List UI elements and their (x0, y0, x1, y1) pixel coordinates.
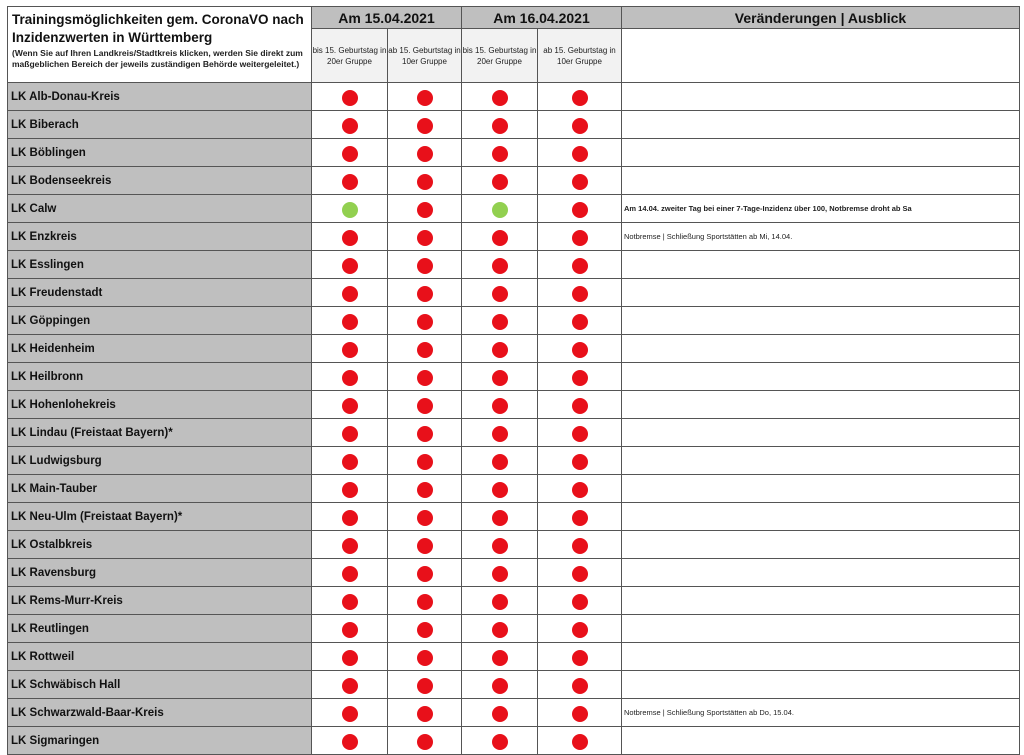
table-row (8, 699, 1020, 727)
status-cell (538, 335, 622, 363)
status-cell (312, 111, 388, 139)
status-cell (312, 475, 388, 503)
outlook-note (622, 251, 1020, 279)
red-status-dot-icon (417, 118, 433, 134)
red-status-dot-icon (492, 174, 508, 190)
status-cell (462, 531, 538, 559)
red-status-dot-icon (572, 454, 588, 470)
outlook-note (622, 335, 1020, 363)
red-status-dot-icon (492, 706, 508, 722)
green-status-dot-icon (342, 202, 358, 218)
red-status-dot-icon (417, 286, 433, 302)
subheader-4: ab 15. Geburtstag in 10er Gruppe (538, 29, 622, 83)
red-status-dot-icon (417, 90, 433, 106)
table-row (8, 223, 1020, 251)
status-cell (462, 307, 538, 335)
table-row (8, 643, 1020, 671)
district-link[interactable]: LK Ostalbkreis (8, 531, 312, 559)
district-link[interactable]: LK Ludwigsburg (8, 447, 312, 475)
district-link[interactable]: LK Sigmaringen (8, 727, 312, 755)
status-cell (538, 139, 622, 167)
status-cell (538, 643, 622, 671)
outlook-note (622, 559, 1020, 587)
status-cell (388, 699, 462, 727)
red-status-dot-icon (572, 538, 588, 554)
red-status-dot-icon (572, 202, 588, 218)
table-row (8, 251, 1020, 279)
red-status-dot-icon (417, 454, 433, 470)
red-status-dot-icon (492, 258, 508, 274)
outlook-note (622, 727, 1020, 755)
status-cell (388, 251, 462, 279)
status-cell (312, 587, 388, 615)
district-link[interactable]: LK Neu-Ulm (Freistaat Bayern)* (8, 503, 312, 531)
district-link[interactable]: LK Main-Tauber (8, 475, 312, 503)
outlook-note: Notbremse | Schließung Sportstätten ab Mi, 14.04. (622, 223, 1020, 251)
status-cell (312, 335, 388, 363)
status-cell (312, 699, 388, 727)
status-cell (388, 475, 462, 503)
red-status-dot-icon (572, 258, 588, 274)
status-cell (462, 251, 538, 279)
red-status-dot-icon (417, 398, 433, 414)
district-link[interactable]: LK Freudenstadt (8, 279, 312, 307)
red-status-dot-icon (492, 314, 508, 330)
red-status-dot-icon (417, 594, 433, 610)
district-link[interactable]: LK Alb-Donau-Kreis (8, 83, 312, 111)
title-main: Trainingsmöglichkeiten gem. CoronaVO nach Inzidenzwerten in Württemberg (12, 12, 304, 45)
status-cell (312, 615, 388, 643)
red-status-dot-icon (417, 146, 433, 162)
table-row (8, 615, 1020, 643)
red-status-dot-icon (417, 314, 433, 330)
red-status-dot-icon (342, 286, 358, 302)
status-cell (462, 643, 538, 671)
status-cell (538, 615, 622, 643)
status-cell (312, 727, 388, 755)
table-row (8, 447, 1020, 475)
red-status-dot-icon (572, 678, 588, 694)
status-cell (312, 251, 388, 279)
status-cell (538, 83, 622, 111)
outlook-note: Notbremse | Schließung Sportstätten ab Do, 15.04. (622, 699, 1020, 727)
red-status-dot-icon (342, 510, 358, 526)
status-cell (388, 363, 462, 391)
red-status-dot-icon (342, 118, 358, 134)
status-cell (388, 167, 462, 195)
table-row (8, 727, 1020, 755)
red-status-dot-icon (492, 398, 508, 414)
status-cell (388, 615, 462, 643)
red-status-dot-icon (572, 90, 588, 106)
green-status-dot-icon (492, 202, 508, 218)
red-status-dot-icon (342, 482, 358, 498)
subheader-3: bis 15. Geburtstag in 20er Gruppe (462, 29, 538, 83)
status-cell (462, 279, 538, 307)
status-cell (538, 111, 622, 139)
outlook-note (622, 643, 1020, 671)
red-status-dot-icon (572, 370, 588, 386)
red-status-dot-icon (572, 230, 588, 246)
title-note: (Wenn Sie auf Ihren Landkreis/Stadtkreis klicken, werden Sie direkt zum maßgeblichen Bereich der jeweils zuständigen Behörde weitergeleitet.) (12, 48, 303, 69)
red-status-dot-icon (492, 734, 508, 750)
outlook-note (622, 279, 1020, 307)
status-cell (312, 83, 388, 111)
status-cell (538, 531, 622, 559)
red-status-dot-icon (417, 734, 433, 750)
red-status-dot-icon (342, 258, 358, 274)
status-cell (462, 475, 538, 503)
status-cell (538, 391, 622, 419)
table-row (8, 335, 1020, 363)
status-cell (462, 223, 538, 251)
status-cell (312, 363, 388, 391)
red-status-dot-icon (572, 510, 588, 526)
red-status-dot-icon (342, 566, 358, 582)
status-cell (312, 643, 388, 671)
red-status-dot-icon (572, 706, 588, 722)
red-status-dot-icon (417, 174, 433, 190)
outlook-note (622, 671, 1020, 699)
district-link[interactable]: LK Calw (8, 195, 312, 223)
status-cell (538, 419, 622, 447)
outlook-subheader (622, 29, 1020, 83)
red-status-dot-icon (417, 566, 433, 582)
table-row (8, 167, 1020, 195)
status-cell (388, 587, 462, 615)
district-link[interactable]: LK Schwarzwald-Baar-Kreis (8, 699, 312, 727)
red-status-dot-icon (342, 454, 358, 470)
outlook-note (622, 111, 1020, 139)
outlook-note (622, 503, 1020, 531)
red-status-dot-icon (417, 258, 433, 274)
red-status-dot-icon (342, 538, 358, 554)
status-cell (312, 671, 388, 699)
status-cell (312, 531, 388, 559)
status-cell (538, 503, 622, 531)
district-link[interactable]: LK Heilbronn (8, 363, 312, 391)
red-status-dot-icon (417, 510, 433, 526)
red-status-dot-icon (572, 622, 588, 638)
outlook-note (622, 531, 1020, 559)
red-status-dot-icon (572, 118, 588, 134)
table-row (8, 195, 1020, 223)
outlook-note (622, 419, 1020, 447)
status-cell (312, 195, 388, 223)
status-cell (312, 559, 388, 587)
status-cell (312, 307, 388, 335)
status-cell (312, 223, 388, 251)
red-status-dot-icon (492, 370, 508, 386)
red-status-dot-icon (572, 286, 588, 302)
status-cell (538, 307, 622, 335)
red-status-dot-icon (492, 286, 508, 302)
red-status-dot-icon (492, 566, 508, 582)
table-title (8, 7, 312, 83)
status-cell (462, 83, 538, 111)
status-cell (538, 587, 622, 615)
status-cell (462, 111, 538, 139)
red-status-dot-icon (572, 594, 588, 610)
status-cell (388, 139, 462, 167)
status-cell (538, 251, 622, 279)
red-status-dot-icon (572, 398, 588, 414)
status-cell (538, 447, 622, 475)
red-status-dot-icon (342, 146, 358, 162)
district-link[interactable]: LK Rottweil (8, 643, 312, 671)
red-status-dot-icon (492, 90, 508, 106)
status-cell (462, 167, 538, 195)
outlook-note (622, 83, 1020, 111)
red-status-dot-icon (572, 650, 588, 666)
district-link[interactable]: LK Biberach (8, 111, 312, 139)
district-link[interactable]: LK Bodenseekreis (8, 167, 312, 195)
red-status-dot-icon (417, 538, 433, 554)
status-cell (462, 139, 538, 167)
training-table (7, 6, 1020, 755)
status-cell (388, 419, 462, 447)
red-status-dot-icon (417, 482, 433, 498)
status-cell (388, 83, 462, 111)
red-status-dot-icon (342, 650, 358, 666)
red-status-dot-icon (492, 510, 508, 526)
red-status-dot-icon (417, 370, 433, 386)
red-status-dot-icon (572, 426, 588, 442)
red-status-dot-icon (342, 370, 358, 386)
outlook-note (622, 307, 1020, 335)
red-status-dot-icon (572, 342, 588, 358)
red-status-dot-icon (572, 734, 588, 750)
red-status-dot-icon (342, 622, 358, 638)
red-status-dot-icon (572, 174, 588, 190)
status-cell (312, 419, 388, 447)
red-status-dot-icon (572, 314, 588, 330)
red-status-dot-icon (342, 174, 358, 190)
status-cell (388, 503, 462, 531)
date-header-1: Am 15.04.2021 (312, 7, 462, 29)
status-cell (538, 223, 622, 251)
red-status-dot-icon (417, 342, 433, 358)
red-status-dot-icon (417, 230, 433, 246)
status-cell (312, 167, 388, 195)
subheader-1: bis 15. Geburtstag in 20er Gruppe (312, 29, 388, 83)
red-status-dot-icon (492, 650, 508, 666)
red-status-dot-icon (342, 342, 358, 358)
status-cell (462, 503, 538, 531)
red-status-dot-icon (417, 678, 433, 694)
red-status-dot-icon (492, 118, 508, 134)
status-cell (462, 447, 538, 475)
red-status-dot-icon (342, 398, 358, 414)
status-cell (388, 531, 462, 559)
table-row (8, 587, 1020, 615)
outlook-note (622, 615, 1020, 643)
date-header-2: Am 16.04.2021 (462, 7, 622, 29)
outlook-note (622, 391, 1020, 419)
outlook-note (622, 139, 1020, 167)
status-cell (538, 475, 622, 503)
status-cell (462, 335, 538, 363)
district-link[interactable]: LK Rems-Murr-Kreis (8, 587, 312, 615)
status-cell (388, 223, 462, 251)
outlook-header: Veränderungen | Ausblick (622, 7, 1020, 29)
red-status-dot-icon (342, 734, 358, 750)
status-cell (462, 727, 538, 755)
table-row (8, 83, 1020, 111)
red-status-dot-icon (492, 678, 508, 694)
red-status-dot-icon (492, 230, 508, 246)
outlook-note (622, 167, 1020, 195)
table-row (8, 419, 1020, 447)
district-link[interactable]: LK Lindau (Freistaat Bayern)* (8, 419, 312, 447)
outlook-note (622, 447, 1020, 475)
red-status-dot-icon (417, 202, 433, 218)
red-status-dot-icon (492, 482, 508, 498)
status-cell (388, 279, 462, 307)
outlook-note (622, 363, 1020, 391)
red-status-dot-icon (492, 426, 508, 442)
table-row (8, 559, 1020, 587)
status-cell (462, 419, 538, 447)
red-status-dot-icon (417, 426, 433, 442)
red-status-dot-icon (342, 314, 358, 330)
district-link[interactable]: LK Enzkreis (8, 223, 312, 251)
status-cell (388, 195, 462, 223)
red-status-dot-icon (417, 622, 433, 638)
red-status-dot-icon (342, 678, 358, 694)
red-status-dot-icon (492, 622, 508, 638)
red-status-dot-icon (572, 482, 588, 498)
status-cell (312, 447, 388, 475)
status-cell (388, 559, 462, 587)
red-status-dot-icon (572, 146, 588, 162)
status-cell (312, 139, 388, 167)
red-status-dot-icon (492, 594, 508, 610)
red-status-dot-icon (492, 538, 508, 554)
red-status-dot-icon (492, 454, 508, 470)
table-row (8, 279, 1020, 307)
table-row (8, 363, 1020, 391)
red-status-dot-icon (342, 594, 358, 610)
status-cell (388, 111, 462, 139)
red-status-dot-icon (342, 90, 358, 106)
red-status-dot-icon (417, 706, 433, 722)
table-row (8, 503, 1020, 531)
red-status-dot-icon (417, 650, 433, 666)
status-cell (388, 671, 462, 699)
outlook-note (622, 587, 1020, 615)
status-cell (462, 615, 538, 643)
status-cell (312, 391, 388, 419)
status-cell (538, 363, 622, 391)
status-cell (462, 391, 538, 419)
status-cell (462, 559, 538, 587)
district-link[interactable]: LK Böblingen (8, 139, 312, 167)
district-link[interactable]: LK Reutlingen (8, 615, 312, 643)
table-row (8, 531, 1020, 559)
status-cell (538, 559, 622, 587)
subheader-2: ab 15. Geburtstag in 10er Gruppe (388, 29, 462, 83)
table-row (8, 391, 1020, 419)
status-cell (462, 587, 538, 615)
status-cell (312, 503, 388, 531)
status-cell (462, 195, 538, 223)
status-cell (388, 447, 462, 475)
district-link[interactable]: LK Göppingen (8, 307, 312, 335)
district-link[interactable]: LK Ravensburg (8, 559, 312, 587)
red-status-dot-icon (492, 342, 508, 358)
red-status-dot-icon (342, 230, 358, 246)
table-row (8, 475, 1020, 503)
status-cell (538, 195, 622, 223)
status-cell (388, 391, 462, 419)
status-cell (388, 335, 462, 363)
table-row (8, 139, 1020, 167)
table-body (8, 83, 1020, 755)
red-status-dot-icon (492, 146, 508, 162)
red-status-dot-icon (572, 566, 588, 582)
status-cell (388, 727, 462, 755)
status-cell (462, 699, 538, 727)
district-link[interactable]: LK Schwäbisch Hall (8, 671, 312, 699)
status-cell (538, 727, 622, 755)
status-cell (462, 363, 538, 391)
status-cell (538, 699, 622, 727)
status-cell (462, 671, 538, 699)
red-status-dot-icon (342, 706, 358, 722)
outlook-note: Am 14.04. zweiter Tag bei einer 7-Tage-Inzidenz über 100, Notbremse droht ab Sa (622, 195, 1020, 223)
table-row (8, 307, 1020, 335)
status-cell (388, 643, 462, 671)
outlook-note (622, 475, 1020, 503)
status-cell (388, 307, 462, 335)
red-status-dot-icon (342, 426, 358, 442)
status-cell (538, 167, 622, 195)
district-link[interactable]: LK Heidenheim (8, 335, 312, 363)
district-link[interactable]: LK Hohenlohekreis (8, 391, 312, 419)
table-row (8, 671, 1020, 699)
status-cell (312, 279, 388, 307)
status-cell (538, 279, 622, 307)
district-link[interactable]: LK Esslingen (8, 251, 312, 279)
status-cell (538, 671, 622, 699)
table-row (8, 111, 1020, 139)
